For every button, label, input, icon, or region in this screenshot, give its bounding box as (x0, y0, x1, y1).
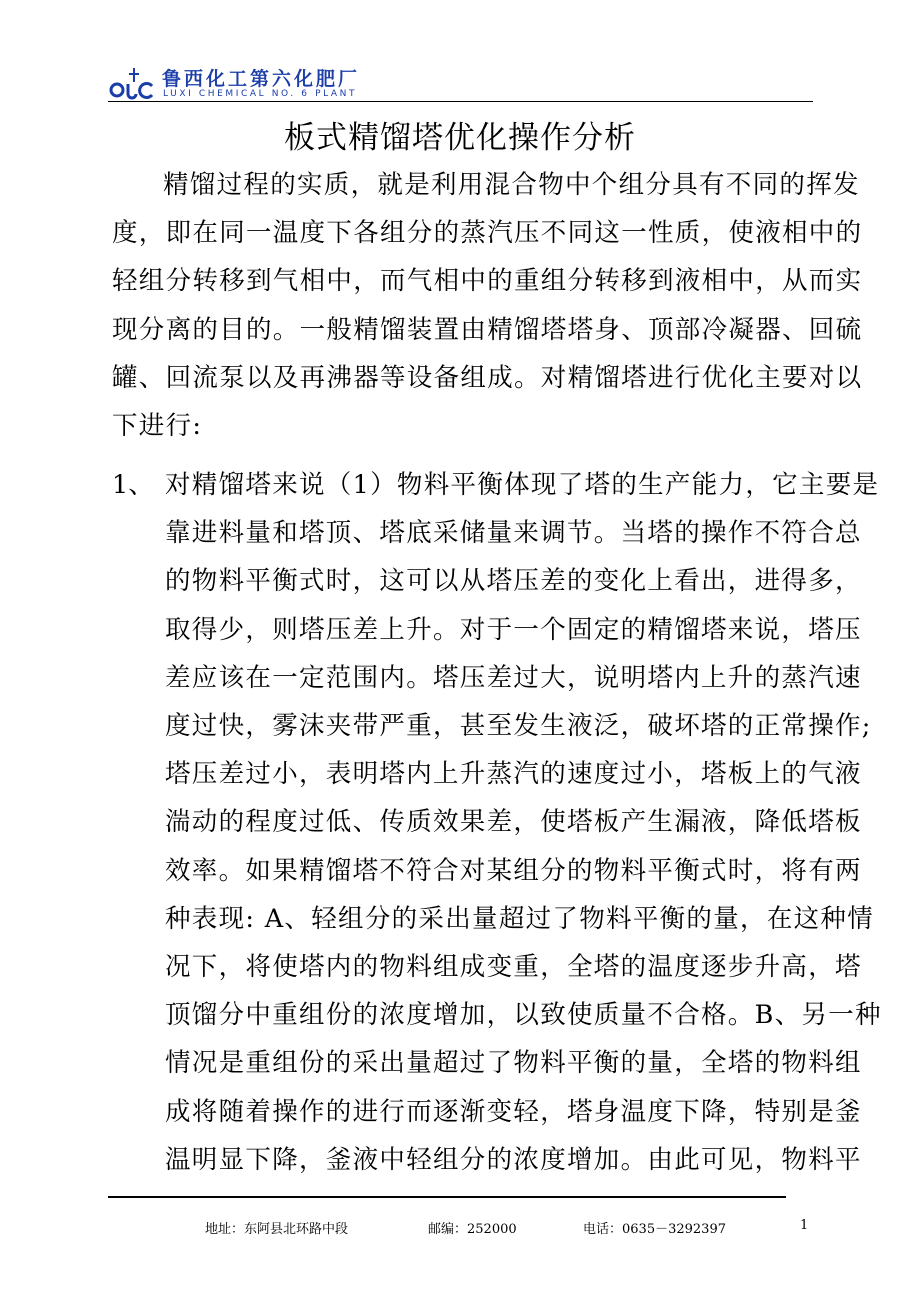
text-line: 轻组分转移到气相中，而气相中的重组分转移到液相中，从而实 (112, 266, 863, 297)
footer-divider (108, 1196, 786, 1198)
company-name-cn: 鲁西化工第六化肥厂 (162, 68, 361, 90)
text-line: 效率。如果精馏塔不符合对某组分的物料平衡式时，将有两 (165, 855, 862, 886)
text-line: 现分离的目的。一般精馏装置由精馏塔塔身、顶部冷凝器、回硫 (112, 314, 863, 345)
item-number: 1、 (112, 470, 154, 500)
text-line: 况下，将使塔内的物料组成变重，全塔的温度逐步升高，塔 (165, 952, 862, 982)
text-line: 差应该在一定范围内。塔压差过大，说明塔内上升的蒸汽速 (165, 662, 862, 693)
page-number: 1 (800, 1218, 809, 1233)
text-line: 成将随着操作的进行而逐渐变轻，塔身温度下降，特别是釜 (165, 1096, 862, 1127)
text-line: 种表现: A、轻组分的采出量超过了物料平衡的量，在这种情 (165, 903, 875, 934)
header-divider (108, 101, 813, 102)
text-line: 湍动的程度过低、传质效果差，使塔板产生漏液，降低塔板 (165, 807, 862, 838)
text-line: 对精馏塔来说（1）物料平衡体现了塔的生产能力，它主要是 (165, 470, 880, 500)
company-logo-icon (108, 66, 156, 102)
text-line: 的物料平衡式时，这可以从塔压差的变化上看出，进得多， (165, 566, 862, 597)
text-line: 情况是重组份的采出量超过了物料平衡的量，全塔的物料组 (165, 1048, 862, 1079)
text-line: 度过快，雾沫夹带严重，甚至发生液泛，破坏塔的正常操作; (165, 711, 872, 741)
text-line: 取得少，则塔压差上升。对于一个固定的精馏塔来说，塔压 (165, 614, 862, 645)
document-title: 板式精馏塔优化操作分析 (284, 120, 636, 156)
footer-postcode: 邮编：252000 (428, 1222, 517, 1237)
text-line: 温明显下降，釜液中轻组分的浓度增加。由此可见，物料平 (165, 1144, 862, 1175)
text-line: 罐、回流泵以及再沸器等设备组成。对精馏塔进行优化主要对以 (112, 362, 863, 393)
text-line: 塔压差过小，表明塔内上升蒸汽的速度过小，塔板上的气液 (165, 759, 862, 790)
company-name-en: LUXI CHEMICAL NO. 6 PLANT (163, 89, 358, 99)
footer-phone: 电话：0635－3292397 (583, 1222, 726, 1237)
text-line: 下进行: (112, 411, 203, 441)
text-line: 顶馏分中重组份的浓度增加，以致使质量不合格。B、另一种 (165, 1000, 882, 1031)
text-line: 度，即在同一温度下各组分的蒸汽压不同这一性质，使液相中的 (112, 218, 863, 249)
text-line: 精馏过程的实质，就是利用混合物中个组分具有不同的挥发 (163, 170, 860, 200)
footer-address: 地址：东阿县北环路中段 (205, 1222, 349, 1237)
text-line: 靠进料量和塔顶、塔底采储量来调节。当塔的操作不符合总 (165, 518, 862, 549)
